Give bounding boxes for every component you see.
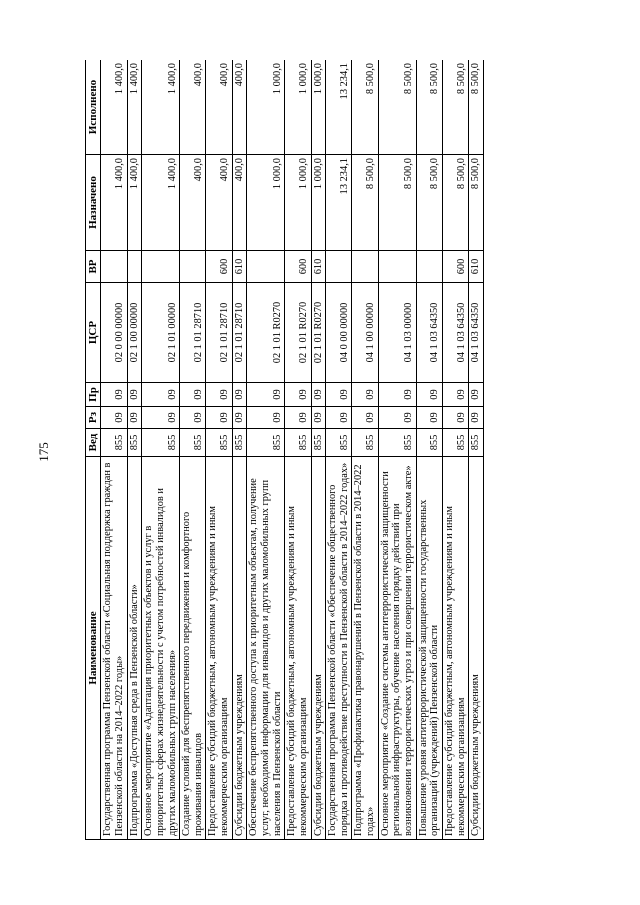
table-header-row: [86, 60, 101, 840]
cell-pr: 09: [326, 383, 352, 407]
table-row: [206, 60, 232, 840]
table-row: [378, 60, 416, 840]
table-row: [285, 60, 311, 840]
cell-rz: 09: [442, 407, 468, 429]
cell-name: Обеспечение беспрепятственного доступа к приоритетным объектам, получение услуг, необходимой информации для инвалидов и других маломобильных групп населения в Пензенской области: [247, 457, 285, 840]
cell-assigned: 1 400,0: [127, 155, 142, 251]
cell-vr: [247, 251, 285, 283]
table-row: [442, 60, 468, 840]
table-row: [127, 60, 142, 840]
cell-executed: 1 400,0: [101, 60, 127, 155]
page-number: 175: [36, 442, 51, 462]
cell-rz: 09: [127, 407, 142, 429]
cell-ved: 855: [326, 429, 352, 457]
cell-csr: 02 1 01 R0270: [285, 283, 311, 383]
cell-ved: 855: [416, 429, 442, 457]
cell-name: Государственная программа Пензенской области «Социальная поддержка граждан в Пензенской области на 2014–2022 годы»: [101, 457, 127, 840]
cell-pr: 09: [206, 383, 232, 407]
cell-vr: 610: [469, 251, 484, 283]
table-row: [180, 60, 206, 840]
cell-rz: 09: [326, 407, 352, 429]
cell-vr: [180, 251, 206, 283]
cell-rz: 09: [311, 407, 326, 429]
cell-rz: 09: [378, 407, 416, 429]
cell-csr: 04 1 03 64350: [416, 283, 442, 383]
cell-csr: 02 1 01 28710: [180, 283, 206, 383]
cell-name: Предоставление субсидий бюджетным, автономным учреждениям и иным некоммерческим организациям: [206, 457, 232, 840]
cell-csr: 04 0 00 00000: [326, 283, 352, 383]
cell-csr: 02 1 00 00000: [127, 283, 142, 383]
cell-pr: 09: [101, 383, 127, 407]
cell-ved: 855: [469, 429, 484, 457]
cell-name: Основное мероприятие «Создание системы антитеррористической защищенности региональной инфраструктуры, обучение населения порядку действий при возникновении террористических угроз и при совершении террористическом акте»: [378, 457, 416, 840]
table-row: [469, 60, 484, 840]
cell-assigned: 400,0: [232, 155, 247, 251]
cell-rz: 09: [232, 407, 247, 429]
cell-vr: [101, 251, 127, 283]
cell-executed: 400,0: [232, 60, 247, 155]
cell-executed: 8 500,0: [442, 60, 468, 155]
cell-vr: 610: [232, 251, 247, 283]
cell-csr: 04 1 03 00000: [378, 283, 416, 383]
cell-name: Подпрограмма «Профилактика правонарушений в Пензенской области в 2014–2022 годах»: [352, 457, 378, 840]
cell-rz: 09: [180, 407, 206, 429]
header-rz: Рз: [86, 407, 101, 429]
cell-assigned: 1 400,0: [142, 155, 180, 251]
cell-name: Субсидии бюджетным учреждениям: [232, 457, 247, 840]
table-row: [247, 60, 285, 840]
cell-ved: 855: [285, 429, 311, 457]
cell-csr: 02 1 01 28710: [206, 283, 232, 383]
cell-ved: 855: [442, 429, 468, 457]
cell-assigned: 400,0: [180, 155, 206, 251]
cell-csr: 04 1 00 00000: [352, 283, 378, 383]
cell-pr: 09: [285, 383, 311, 407]
cell-rz: 09: [206, 407, 232, 429]
cell-assigned: 8 500,0: [469, 155, 484, 251]
cell-rz: 09: [101, 407, 127, 429]
cell-assigned: 8 500,0: [442, 155, 468, 251]
cell-pr: 09: [469, 383, 484, 407]
cell-rz: 09: [352, 407, 378, 429]
cell-ved: 855: [247, 429, 285, 457]
cell-csr: 02 1 01 R0270: [311, 283, 326, 383]
cell-ved: 855: [206, 429, 232, 457]
header-name: Наименование: [86, 457, 101, 840]
cell-vr: 600: [442, 251, 468, 283]
table-row: [142, 60, 180, 840]
cell-csr: 02 0 00 00000: [101, 283, 127, 383]
table-row: [101, 60, 127, 840]
cell-executed: 13 234,1: [326, 60, 352, 155]
cell-assigned: 400,0: [206, 155, 232, 251]
cell-ved: 855: [378, 429, 416, 457]
table-row: [326, 60, 352, 840]
cell-assigned: 8 500,0: [352, 155, 378, 251]
table-body: [101, 60, 484, 840]
cell-executed: 8 500,0: [416, 60, 442, 155]
cell-pr: 09: [180, 383, 206, 407]
header-executed: Исполнено: [86, 60, 101, 155]
cell-csr: 02 1 01 00000: [142, 283, 180, 383]
cell-executed: 1 000,0: [311, 60, 326, 155]
cell-vr: [127, 251, 142, 283]
cell-executed: 1 000,0: [285, 60, 311, 155]
cell-name: Создание условий для беспрепятственного передвижения и комфортного проживания инвалидов: [180, 457, 206, 840]
header-ved: Вед: [86, 429, 101, 457]
cell-ved: 855: [311, 429, 326, 457]
cell-ved: 855: [352, 429, 378, 457]
cell-assigned: 1 000,0: [247, 155, 285, 251]
table-row: [232, 60, 247, 840]
header-csr: ЦСР: [86, 283, 101, 383]
cell-assigned: 8 500,0: [378, 155, 416, 251]
cell-pr: 09: [378, 383, 416, 407]
cell-pr: 09: [442, 383, 468, 407]
cell-vr: [416, 251, 442, 283]
cell-csr: 02 1 01 R0270: [247, 283, 285, 383]
cell-vr: [142, 251, 180, 283]
cell-ved: 855: [232, 429, 247, 457]
cell-executed: 400,0: [206, 60, 232, 155]
cell-pr: 09: [247, 383, 285, 407]
table-row: [311, 60, 326, 840]
cell-executed: 8 500,0: [469, 60, 484, 155]
cell-ved: 855: [180, 429, 206, 457]
cell-rz: 09: [416, 407, 442, 429]
rotated-table-container: [85, 60, 595, 840]
cell-pr: 09: [127, 383, 142, 407]
cell-csr: 04 1 03 64350: [442, 283, 468, 383]
header-assigned: Назначено: [86, 155, 101, 251]
cell-rz: 09: [469, 407, 484, 429]
cell-name: Подпрограмма «Доступная среда в Пензенской области»: [127, 457, 142, 840]
cell-ved: 855: [127, 429, 142, 457]
cell-vr: [326, 251, 352, 283]
cell-csr: 04 1 03 64350: [469, 283, 484, 383]
cell-pr: 09: [232, 383, 247, 407]
cell-name: Государственная программа Пензенской области «Обеспечение общественного порядка и противодействие преступности в Пензенской области в 2014–2022 годах»: [326, 457, 352, 840]
cell-executed: 400,0: [180, 60, 206, 155]
cell-pr: 09: [352, 383, 378, 407]
cell-assigned: 1 400,0: [101, 155, 127, 251]
cell-name: Повышение уровня антитеррористической защищенности государственных организаций (учреждений) Пензенской области: [416, 457, 442, 840]
cell-pr: 09: [142, 383, 180, 407]
cell-executed: 8 500,0: [352, 60, 378, 155]
table-stage: [85, 60, 595, 840]
budget-table: [85, 60, 484, 840]
cell-name: Предоставление субсидий бюджетным, автономным учреждениям и иным некоммерческим организациям: [442, 457, 468, 840]
cell-assigned: 8 500,0: [416, 155, 442, 251]
cell-executed: 8 500,0: [378, 60, 416, 155]
cell-csr: 02 1 01 28710: [232, 283, 247, 383]
cell-vr: [378, 251, 416, 283]
cell-vr: 610: [311, 251, 326, 283]
cell-ved: 855: [101, 429, 127, 457]
cell-ved: 855: [142, 429, 180, 457]
cell-executed: 1 000,0: [247, 60, 285, 155]
cell-rz: 09: [142, 407, 180, 429]
cell-name: Предоставление субсидий бюджетным, автономным учреждениям и иным некоммерческим организациям: [285, 457, 311, 840]
cell-name: Основное мероприятие «Адаптация приоритетных объектов и услуг в приоритетных сферах жизнедеятельности с учетом потребностей инвалидов и других маломобильных групп населения»: [142, 457, 180, 840]
cell-assigned: 1 000,0: [285, 155, 311, 251]
cell-rz: 09: [285, 407, 311, 429]
header-vr: ВР: [86, 251, 101, 283]
cell-executed: 1 400,0: [127, 60, 142, 155]
cell-pr: 09: [416, 383, 442, 407]
cell-rz: 09: [247, 407, 285, 429]
cell-name: Субсидии бюджетным учреждениям: [469, 457, 484, 840]
cell-pr: 09: [311, 383, 326, 407]
cell-vr: 600: [206, 251, 232, 283]
cell-name: Субсидии бюджетным учреждениям: [311, 457, 326, 840]
table-row: [352, 60, 378, 840]
cell-executed: 1 400,0: [142, 60, 180, 155]
cell-vr: 600: [285, 251, 311, 283]
cell-assigned: 1 000,0: [311, 155, 326, 251]
table-row: [416, 60, 442, 840]
cell-assigned: 13 234,1: [326, 155, 352, 251]
header-pr: Пр: [86, 383, 101, 407]
cell-vr: [352, 251, 378, 283]
